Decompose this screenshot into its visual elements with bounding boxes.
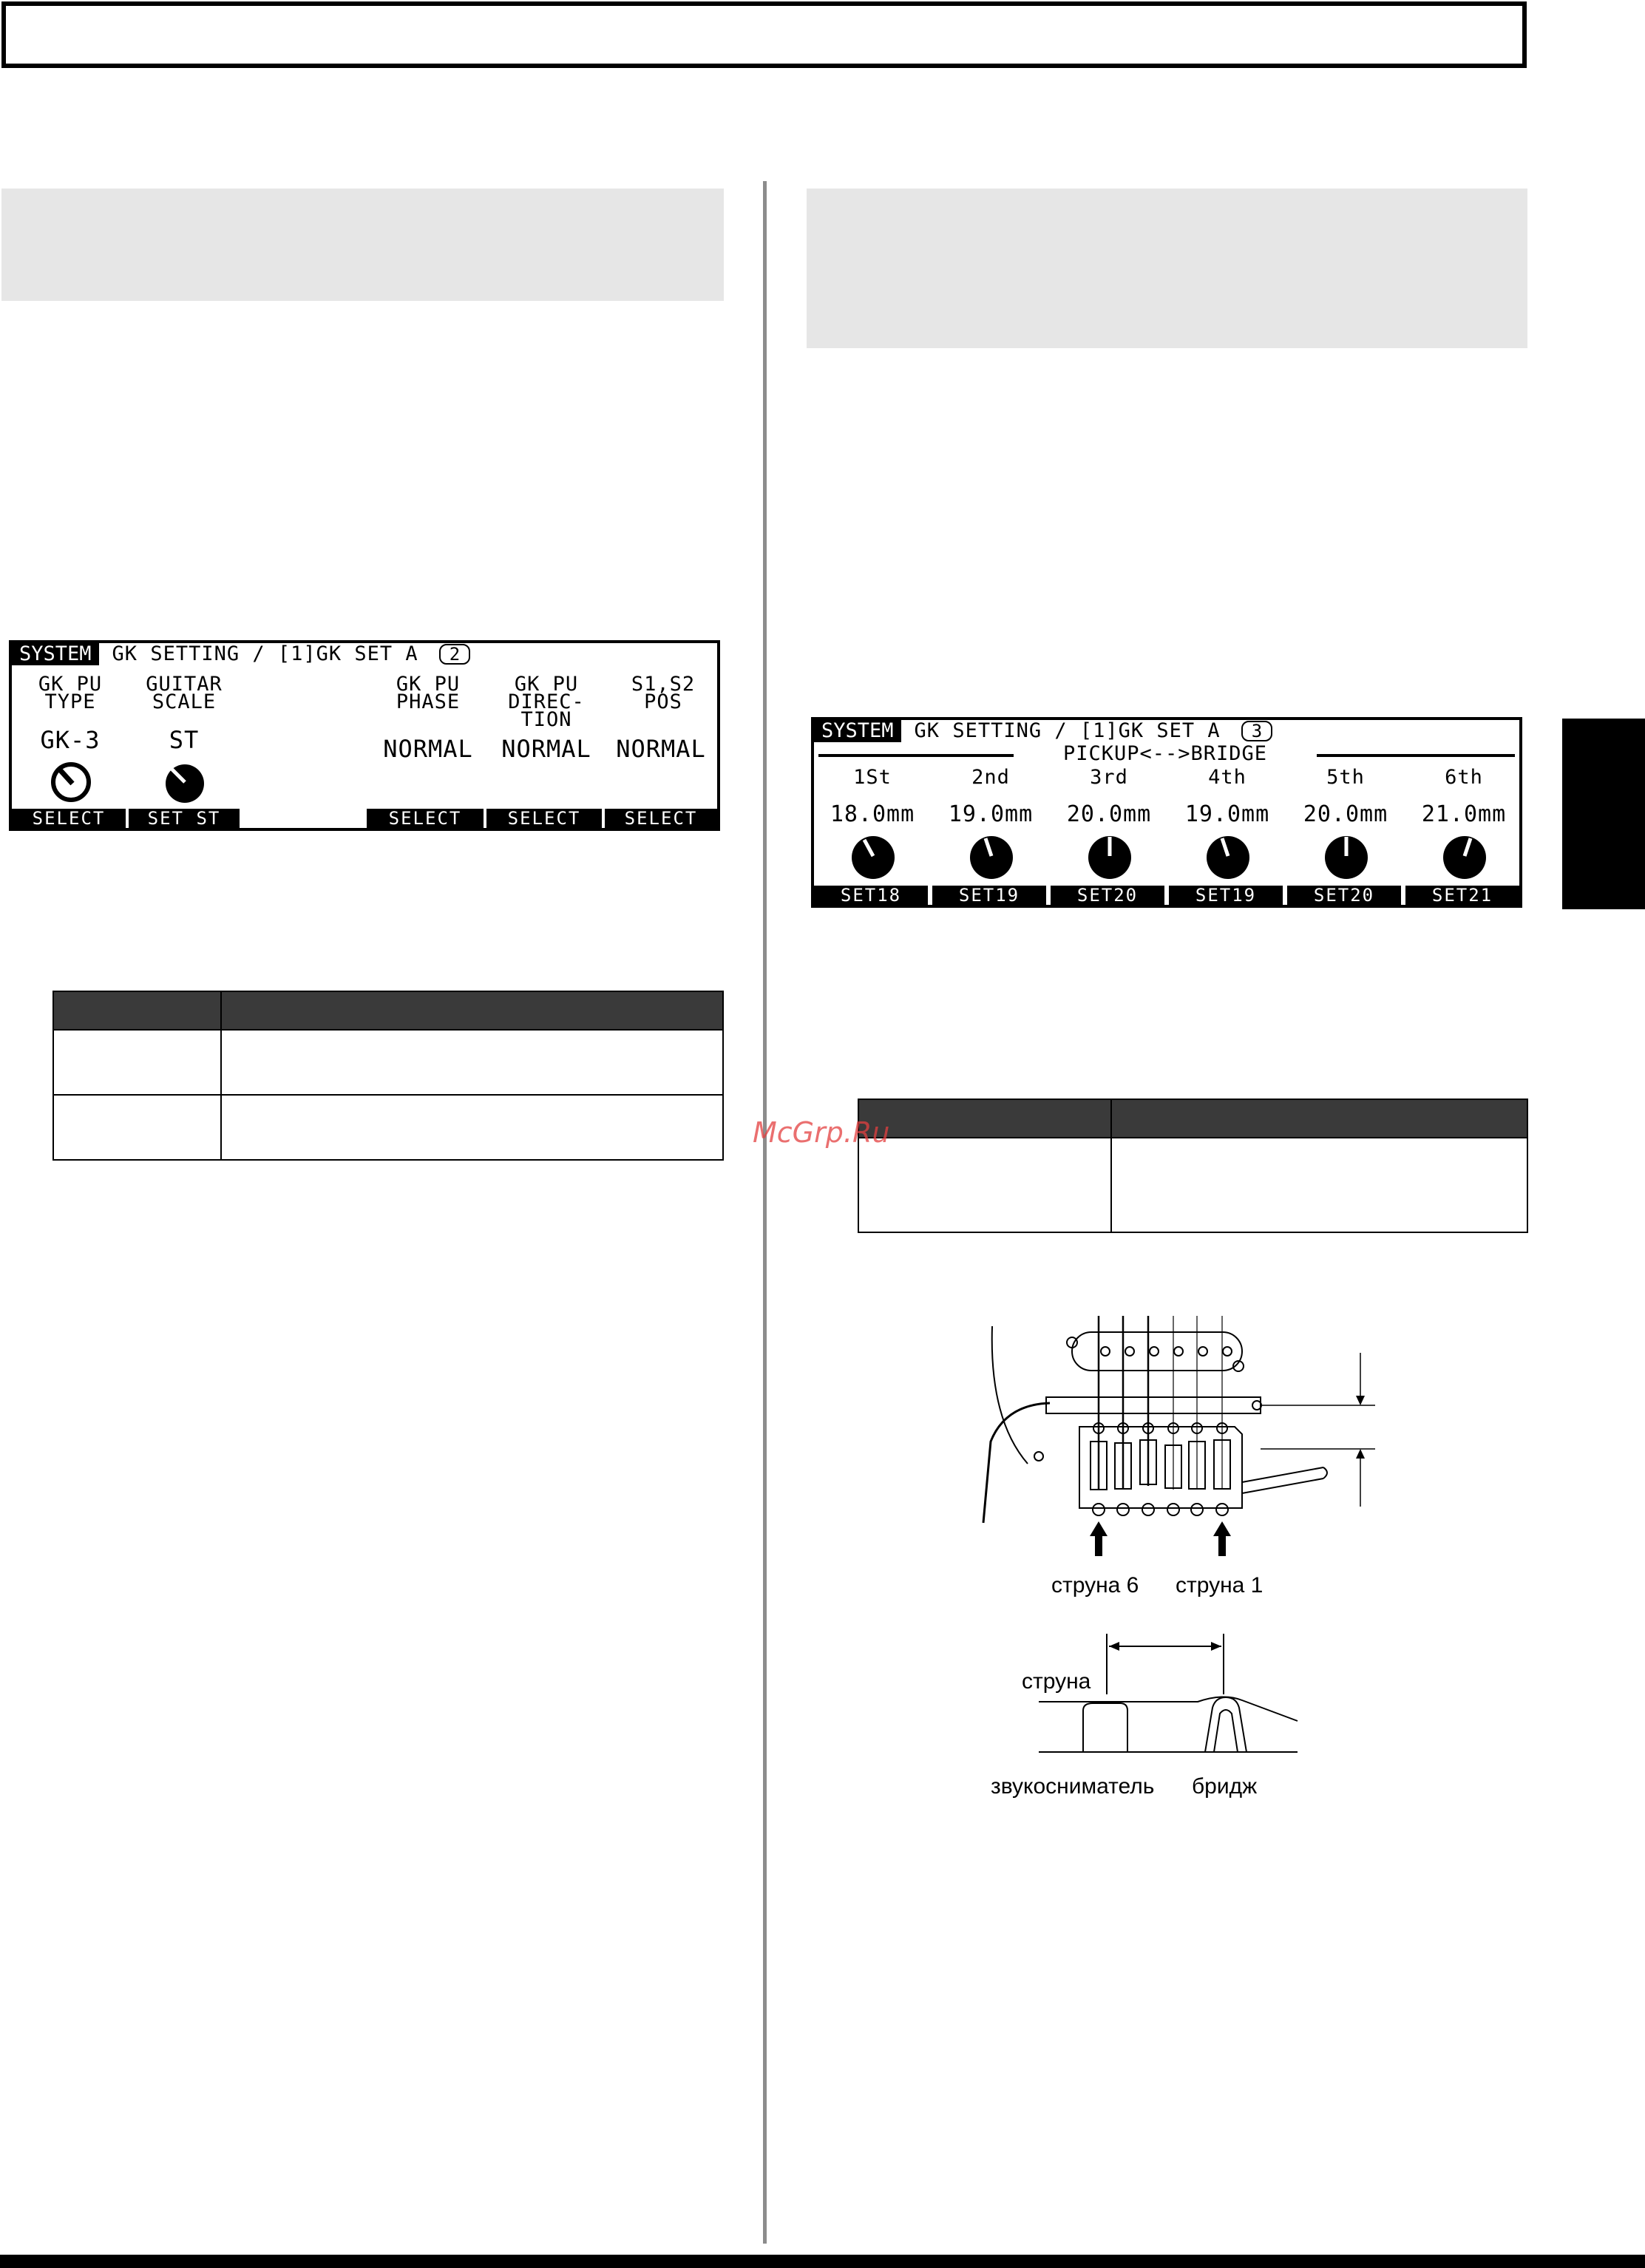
softkey-set19-a[interactable]: SET19 bbox=[932, 886, 1046, 905]
param-value-gk-pu-type: GK-3 bbox=[40, 726, 101, 754]
knob-icon-string-6[interactable] bbox=[1441, 832, 1488, 880]
softkey-set20-b[interactable]: SET20 bbox=[1287, 886, 1401, 905]
softkey-set20-a[interactable]: SET20 bbox=[1051, 886, 1164, 905]
softkey-set-st[interactable]: SET ST bbox=[129, 809, 240, 828]
param-label-gk-pu-type: GK PU TYPE bbox=[38, 673, 103, 713]
label-pickup: звукосниматель bbox=[991, 1774, 1155, 1799]
knob-icon-gk-pu-type[interactable] bbox=[49, 760, 93, 804]
table-cell bbox=[858, 1138, 1111, 1232]
knob-icon-guitar-scale[interactable] bbox=[163, 760, 207, 804]
softkey-select-5[interactable]: SELECT bbox=[605, 809, 717, 828]
softkey-select-3[interactable]: SELECT bbox=[367, 809, 484, 828]
label-string: струна bbox=[1022, 1669, 1091, 1694]
table-row bbox=[53, 1095, 723, 1160]
param-value-gk-pu-phase: NORMAL bbox=[383, 735, 473, 763]
page-indicator: 2 bbox=[439, 644, 470, 665]
table-cell bbox=[53, 1030, 221, 1095]
lcd-subtitle: PICKUP<-->BRIDGE bbox=[1014, 745, 1317, 763]
param-value-guitar-scale: ST bbox=[169, 726, 200, 754]
table-cell bbox=[221, 1095, 723, 1160]
parameter-table-left bbox=[52, 991, 724, 1161]
label-bridge: бридж bbox=[1192, 1774, 1258, 1799]
table-row bbox=[53, 1030, 723, 1095]
softkey-set19-b[interactable]: SET19 bbox=[1169, 886, 1283, 905]
table-cell bbox=[53, 1095, 221, 1160]
page-indicator: 3 bbox=[1241, 721, 1272, 741]
param-label-gk-pu-direction: GK PU DIREC- TION bbox=[508, 673, 585, 731]
param-value-gk-pu-direction: NORMAL bbox=[501, 735, 591, 763]
knob-icon-string-2[interactable] bbox=[968, 832, 1015, 880]
param-label-s1s2-pos: S1,S2 POS bbox=[631, 673, 696, 713]
section-heading-left bbox=[1, 189, 724, 301]
label-string-6: струна 6 bbox=[1051, 1573, 1139, 1598]
string-label-4: 4th bbox=[1208, 766, 1247, 789]
table-header-cell bbox=[1111, 1099, 1527, 1138]
lcd-gk-setting-page2 bbox=[9, 640, 720, 831]
string-label-2: 2nd bbox=[971, 766, 1010, 789]
knob-icon-string-3[interactable] bbox=[1086, 832, 1133, 880]
lcd-title-bar bbox=[814, 720, 1519, 742]
softkey-set21[interactable]: SET21 bbox=[1405, 886, 1519, 905]
string-value-3: 20.0mm bbox=[1066, 801, 1152, 827]
guitar-pickup-bridge-diagram bbox=[946, 1316, 1390, 1575]
column-divider bbox=[763, 181, 767, 2244]
softkey-select-4[interactable]: SELECT bbox=[486, 809, 602, 828]
table-header-cell bbox=[221, 991, 723, 1030]
string-value-5: 20.0mm bbox=[1303, 801, 1388, 827]
string-label-1: 1St bbox=[853, 766, 892, 789]
section-heading-right bbox=[807, 189, 1527, 348]
string-value-1: 18.0mm bbox=[830, 801, 915, 827]
watermark: McGrp.Ru bbox=[753, 1116, 890, 1149]
lcd-title-path: GK SETTING / [1]GK SET A bbox=[914, 719, 1221, 742]
lcd-title-path: GK SETTING / [1]GK SET A bbox=[112, 642, 418, 665]
label-string-1: струна 1 bbox=[1176, 1573, 1264, 1598]
lcd-title-bar bbox=[12, 643, 717, 665]
param-label-guitar-scale: GUITAR SCALE bbox=[146, 673, 223, 713]
string-label-6: 6th bbox=[1445, 766, 1483, 789]
string-label-5: 5th bbox=[1326, 766, 1365, 789]
string-label-3: 3rd bbox=[1090, 766, 1128, 789]
table-header-cell bbox=[53, 991, 221, 1030]
lcd-title-system: SYSTEM bbox=[12, 643, 99, 665]
lcd-title-system: SYSTEM bbox=[814, 720, 901, 742]
string-value-6: 21.0mm bbox=[1421, 801, 1507, 827]
knob-icon-string-1[interactable] bbox=[849, 832, 897, 880]
param-label-gk-pu-phase: GK PU PHASE bbox=[396, 673, 461, 713]
chapter-side-tab bbox=[1562, 719, 1645, 909]
table-row bbox=[858, 1138, 1527, 1232]
page-footer-bar bbox=[0, 2255, 1645, 2268]
table-header-row bbox=[858, 1099, 1527, 1138]
string-value-4: 19.0mm bbox=[1184, 801, 1270, 827]
table-cell bbox=[1111, 1138, 1527, 1232]
knob-icon-string-5[interactable] bbox=[1323, 832, 1370, 880]
softkey-set18[interactable]: SET18 bbox=[814, 886, 928, 905]
parameter-table-right bbox=[858, 1099, 1528, 1233]
lcd-gk-setting-page3 bbox=[811, 717, 1522, 908]
param-value-s1s2-pos: NORMAL bbox=[616, 735, 706, 763]
softkey-select-1[interactable]: SELECT bbox=[12, 809, 126, 828]
table-cell bbox=[221, 1030, 723, 1095]
string-value-2: 19.0mm bbox=[948, 801, 1034, 827]
table-header-row bbox=[53, 991, 723, 1030]
table-header-cell bbox=[858, 1099, 1111, 1138]
knob-icon-string-4[interactable] bbox=[1204, 832, 1252, 880]
page-header-frame bbox=[1, 1, 1527, 68]
